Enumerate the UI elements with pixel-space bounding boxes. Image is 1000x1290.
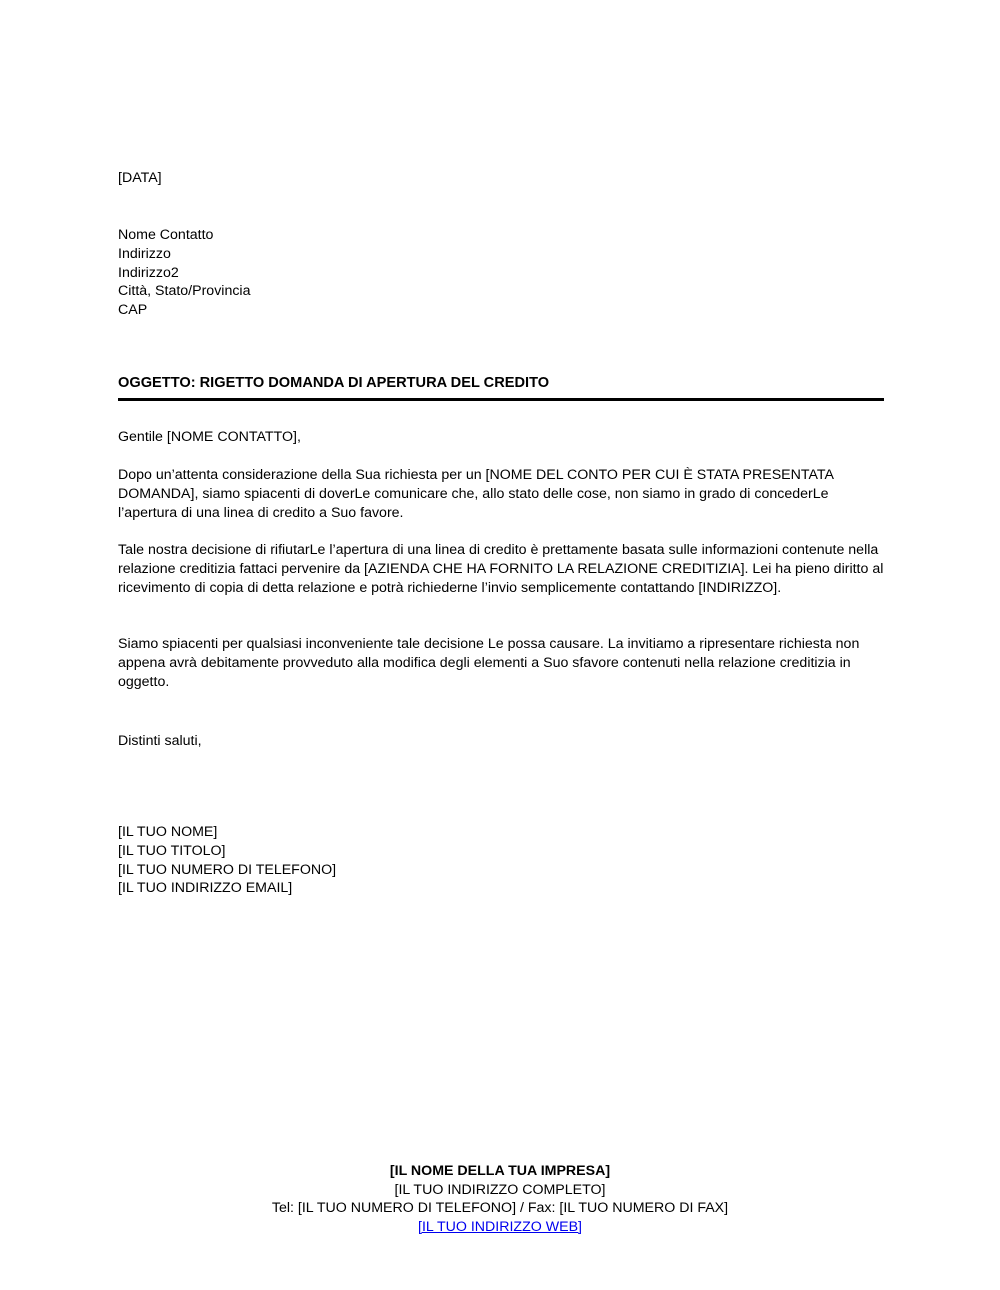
signature-email: [IL TUO INDIRIZZO EMAIL] <box>118 880 293 897</box>
body-paragraph-1: Dopo un’attenta considerazione della Sua richiesta per un [NOME DEL CONTO PER CUI È STATA PRESENTATA DOMANDA], siamo spiacenti di doverLe comunicare che, allo stato delle cose, non siamo in grado di concederLe l’apertura di una linea di credito a Suo favore. <box>118 467 834 521</box>
signature-title: [IL TUO TITOLO] <box>118 842 226 859</box>
signature-name: [IL TUO NOME] <box>118 824 218 840</box>
subject-rule-divider <box>118 398 884 401</box>
closing: Distinti saluti, <box>118 733 202 749</box>
date-placeholder: [DATA] <box>118 170 162 186</box>
recipient-name: Nome Contatto <box>118 227 214 243</box>
recipient-postal-code: CAP <box>118 302 148 319</box>
footer-address: [IL TUO INDIRIZZO COMPLETO] <box>394 1181 606 1198</box>
body-paragraph-2: Tale nostra decisione di rifiutarLe l’apertura di una linea di credito è prettamente basata sulle informazioni contenute nella relazione creditizia fattaci pervenire da [AZIENDA CHE HA FORNITO LA RELAZIONE CREDITIZIA]. Lei ha pieno diritto al ricevimento di copia di detta relazione e potrà richiederne l’invio semplicemente contattando [INDIRIZZO]. <box>118 542 884 596</box>
signature-block <box>118 823 884 898</box>
footer-web-link[interactable]: [IL TUO INDIRIZZO WEB] <box>418 1218 582 1235</box>
signature-phone: [IL TUO NUMERO DI TELEFONO] <box>118 861 337 878</box>
footer-tel-fax: Tel: [IL TUO NUMERO DI TELEFONO] / Fax: [IL TUO NUMERO DI FAX] <box>271 1200 729 1216</box>
recipient-city-state: Città, Stato/Provincia <box>118 283 251 300</box>
recipient-block <box>118 226 884 320</box>
footer-company-name: [IL NOME DELLA TUA IMPRESA] <box>389 1163 611 1179</box>
recipient-address1: Indirizzo <box>118 245 171 262</box>
subject-line: OGGETTO: RIGETTO DOMANDA DI APERTURA DEL CREDITO <box>118 375 550 391</box>
salutation: Gentile [NOME CONTATTO], <box>118 429 301 445</box>
footer <box>0 1162 1000 1236</box>
recipient-address2: Indirizzo2 <box>118 264 179 281</box>
body-paragraph-3: Siamo spiacenti per qualsiasi inconveniente tale decisione Le possa causare. La invitiamo a ripresentare richiesta non appena avrà debitamente provveduto alla modifica degli elementi a Suo sfavore contenuti nella relazione creditizia in oggetto. <box>118 636 860 690</box>
